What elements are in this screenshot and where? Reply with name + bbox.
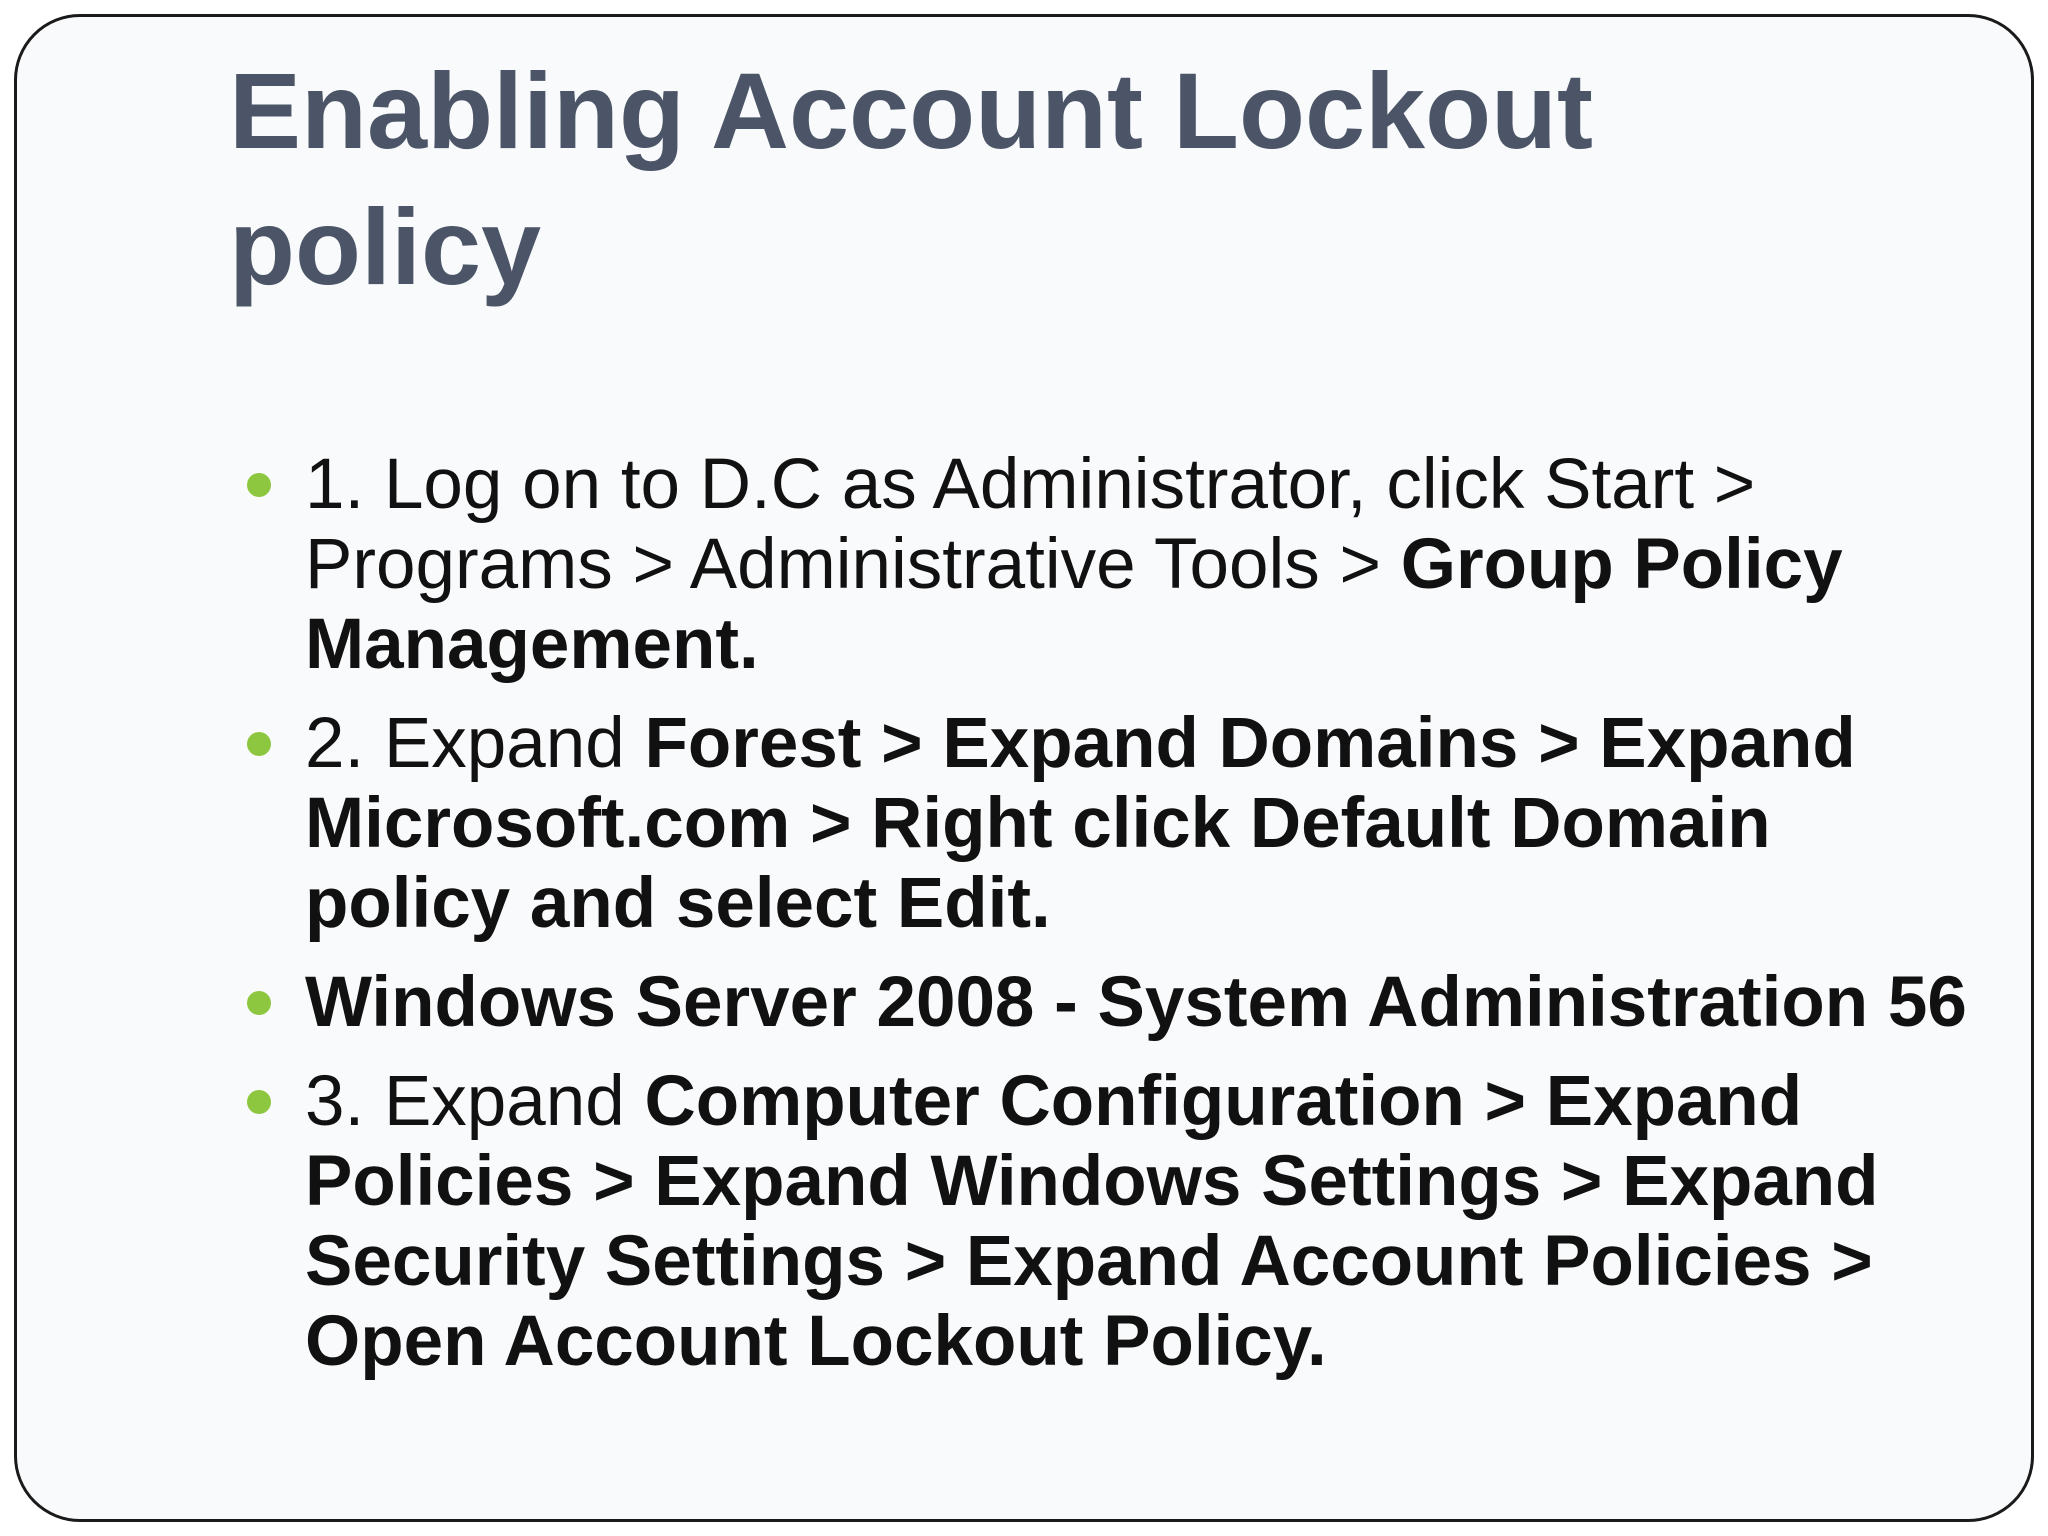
bullet-text: 3. Expand xyxy=(305,1062,645,1141)
bullet-text: 2. Expand xyxy=(305,704,645,783)
bullet-item-2 xyxy=(227,704,1987,944)
bullet-dot-icon xyxy=(247,473,271,497)
bullet-text-bold: Computer Configuration > Expand Policies > Expand Windows Settings > Expand Security Settings > Expand Account Policies > Open Account Lockout Policy. xyxy=(305,1062,1879,1381)
bullet-text-bold: Windows Server 2008 - System Administration 56 xyxy=(305,963,1967,1042)
title-line-2: policy xyxy=(229,186,542,307)
bullet-dot-icon xyxy=(247,1090,271,1114)
bullet-dot-icon xyxy=(247,732,271,756)
bullet-dot-icon xyxy=(247,991,271,1015)
bullet-text-bold: Forest > Expand Domains > Expand Microsoft.com > Right click Default Domain policy and select Edit. xyxy=(305,704,1856,943)
bullet-item-1 xyxy=(227,445,1987,685)
slide-title xyxy=(229,43,1989,315)
bullet-list xyxy=(227,445,1987,1401)
title-line-1: Enabling Account Lockout xyxy=(229,50,1593,171)
bullet-text: 1. Log on to D.C as Administrator, click Start > Programs > Administrative Tools > xyxy=(305,445,1756,604)
bullet-item-3 xyxy=(227,963,1987,1043)
bullet-text-bold: Group Policy Management. xyxy=(305,525,1843,684)
bullet-item-4 xyxy=(227,1062,1987,1382)
slide xyxy=(14,14,2034,1522)
